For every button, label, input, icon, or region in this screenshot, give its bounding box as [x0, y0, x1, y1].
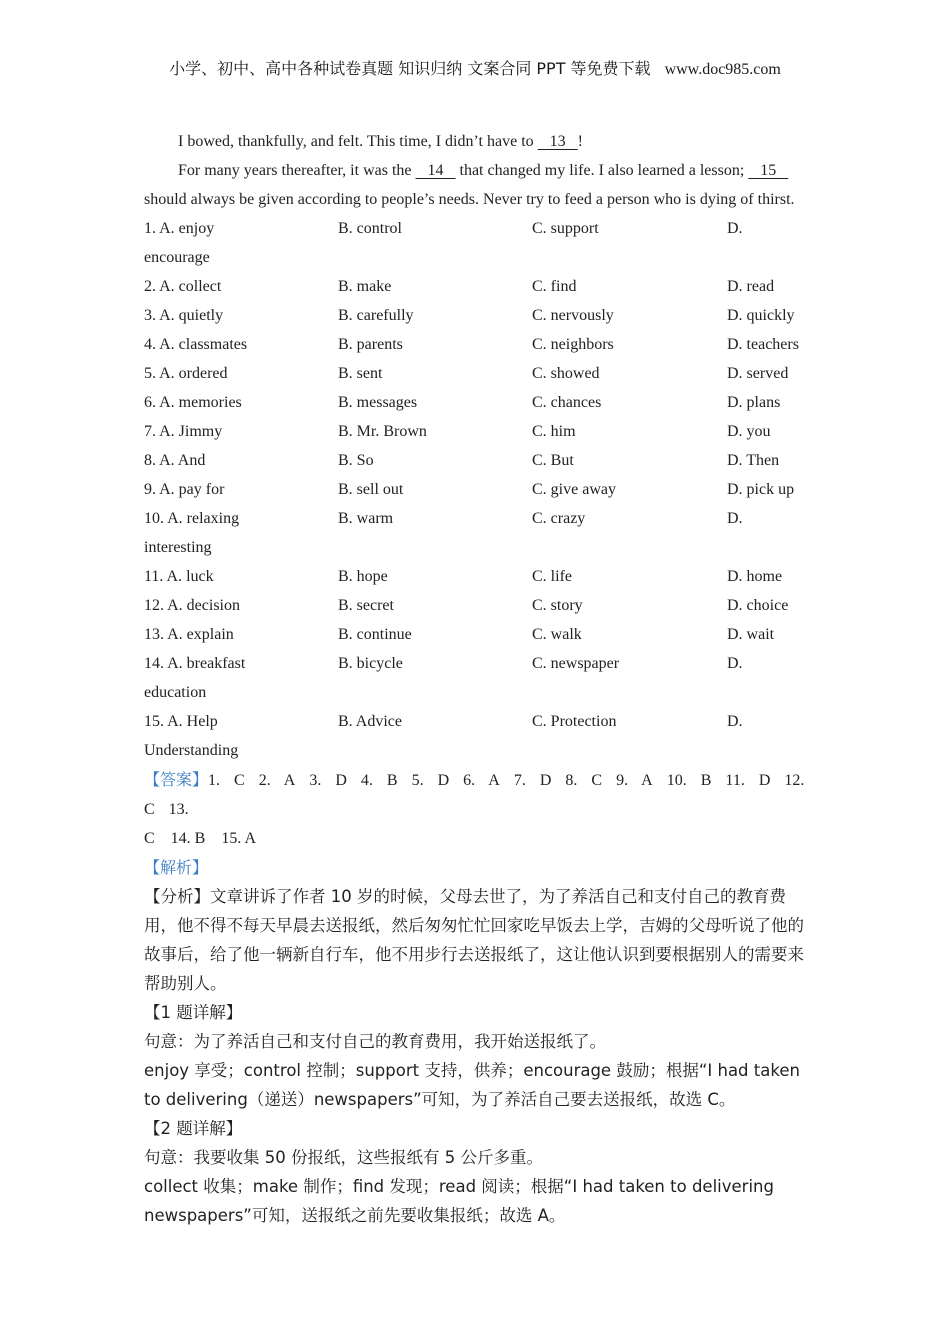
option-d: D. Then [727, 452, 780, 469]
question-row [144, 707, 812, 765]
option-d-prefix: D. [727, 713, 743, 730]
option-c: C. walk [532, 626, 582, 643]
option-b: B. sell out [338, 481, 404, 498]
question-row [144, 330, 812, 359]
question-row [144, 562, 812, 591]
option-a: 2. A. collect [144, 278, 222, 295]
option-a: 15. A. Help [144, 713, 218, 730]
question-row [144, 475, 812, 504]
question-row [144, 417, 812, 446]
option-d: D. pick up [727, 481, 795, 498]
option-a: 11. A. luck [144, 568, 214, 585]
option-d: D. quickly [727, 307, 795, 324]
blank-14: 14 [415, 162, 456, 179]
option-c: C. life [532, 568, 572, 585]
option-d-wrapped: encourage [144, 249, 210, 266]
answer-line-2: C 14. B 15. A [144, 830, 257, 847]
answer-label: 【答案】 [144, 770, 209, 789]
question-row [144, 591, 812, 620]
option-a: 3. A. quietly [144, 307, 224, 324]
option-a: 7. A. Jimmy [144, 423, 223, 440]
option-c: C. newspaper [532, 655, 620, 672]
question-row [144, 272, 812, 301]
question-row [144, 214, 812, 272]
q1-title: 【1 题详解】 [144, 1003, 243, 1022]
option-d-wrapped: interesting [144, 539, 212, 556]
option-b: B. messages [338, 394, 418, 411]
passage-paragraph-2: For many years thereafter, it was the 14 that changed my life. I also learned a lesson; 15 should always be given according to people’s needs. Never try to feed a person who is dying of thirst. [144, 162, 795, 208]
option-d-wrapped: Understanding [144, 742, 239, 759]
option-b: B. carefully [338, 307, 414, 324]
passage-paragraph-1: I bowed, thankfully, and felt. This time, I didn’t have to 13 ! [178, 133, 583, 150]
option-a: 14. A. breakfast [144, 655, 246, 672]
analysis-summary: 【分析】文章讲诉了作者 10 岁的时候，父母去世了，为了养活自己和支付自己的教育费用，他不得不每天早晨去送报纸，然后匆匆忙忙回家吃早饭去上学，吉姆的父母听说了他的故事后，给了他一辆新自行车，他不用步行去送报纸了，这让他认识到要根据别人的需要来帮助别人。 [144, 887, 804, 993]
option-b: B. warm [338, 510, 394, 527]
option-c: C. showed [532, 365, 600, 382]
question-list [144, 214, 812, 765]
header-url[interactable]: www.doc985.com [664, 61, 781, 78]
option-d-prefix: D. [727, 510, 743, 527]
option-a: 9. A. pay for [144, 481, 225, 498]
document-body [144, 127, 812, 1230]
question-row [144, 301, 812, 330]
question-row [144, 649, 812, 707]
option-a: 12. A. decision [144, 597, 240, 614]
q2-title: 【2 题详解】 [144, 1119, 243, 1138]
option-b: B. secret [338, 597, 394, 614]
option-c: C. But [532, 452, 574, 469]
option-d: D. you [727, 423, 771, 440]
option-d-prefix: D. [727, 220, 743, 237]
answer-line: 【答案】1. C 2. A 3. D 4. B 5. D 6. A 7. D 8. C 9. A 10. B 11. D 12. C 13. [144, 770, 805, 818]
option-a: 8. A. And [144, 452, 206, 469]
option-d: D. plans [727, 394, 781, 411]
analysis-label: 【解析】 [144, 858, 209, 877]
option-c: C. him [532, 423, 576, 440]
option-c: C. give away [532, 481, 616, 498]
option-d: D. served [727, 365, 789, 382]
option-d: D. read [727, 278, 775, 295]
option-d: D. home [727, 568, 783, 585]
option-b: B. bicycle [338, 655, 403, 672]
q2-meaning: 句意：我要收集 50 份报纸，这些报纸有 5 公斤多重。 [144, 1148, 543, 1167]
option-c: C. Protection [532, 713, 617, 730]
analysis-block [144, 853, 812, 1230]
option-b: B. Advice [338, 713, 402, 730]
option-b: B. make [338, 278, 392, 295]
blank-15: 15 [748, 162, 789, 179]
option-b: B. sent [338, 365, 383, 382]
option-a: 10. A. relaxing [144, 510, 240, 527]
option-a: 5. A. ordered [144, 365, 228, 382]
option-d: D. teachers [727, 336, 799, 353]
q1-detail: enjoy 享受；control 控制；support 支持，供养；encourage 鼓励；根据“I had taken to delivering（递送）newspapers”可知，为了养活自己要去送报纸，故选 C。 [144, 1061, 800, 1109]
option-c: C. nervously [532, 307, 614, 324]
option-b: B. hope [338, 568, 388, 585]
option-a: 4. A. classmates [144, 336, 248, 353]
question-row [144, 359, 812, 388]
page-header [0, 56, 950, 79]
question-row [144, 504, 812, 562]
option-c: C. neighbors [532, 336, 614, 353]
option-b: B. continue [338, 626, 412, 643]
option-c: C. chances [532, 394, 602, 411]
option-d-wrapped: education [144, 684, 207, 701]
blank-13: 13 [537, 133, 578, 150]
option-d: D. wait [727, 626, 775, 643]
option-d-prefix: D. [727, 655, 743, 672]
option-a: 13. A. explain [144, 626, 234, 643]
option-b: B. So [338, 452, 374, 469]
option-c: C. story [532, 597, 583, 614]
question-row [144, 388, 812, 417]
question-row [144, 620, 812, 649]
option-b: B. Mr. Brown [338, 423, 427, 440]
option-c: C. find [532, 278, 577, 295]
option-d: D. choice [727, 597, 789, 614]
option-a: 1. A. enjoy [144, 220, 215, 237]
question-row [144, 446, 812, 475]
option-a: 6. A. memories [144, 394, 242, 411]
answer-block [144, 765, 812, 853]
header-text: 小学、初中、高中各种试卷真题 知识归纳 文案合同 PPT 等免费下载 [169, 59, 651, 78]
option-b: B. parents [338, 336, 403, 353]
q2-detail: collect 收集；make 制作；find 发现；read 阅读；根据“I had taken to delivering newspapers”可知，送报纸之前先要收集报纸；故选 A。 [144, 1177, 774, 1225]
option-c: C. crazy [532, 510, 586, 527]
option-c: C. support [532, 220, 599, 237]
q1-meaning: 句意：为了养活自己和支付自己的教育费用，我开始送报纸了。 [144, 1032, 606, 1051]
option-b: B. control [338, 220, 402, 237]
